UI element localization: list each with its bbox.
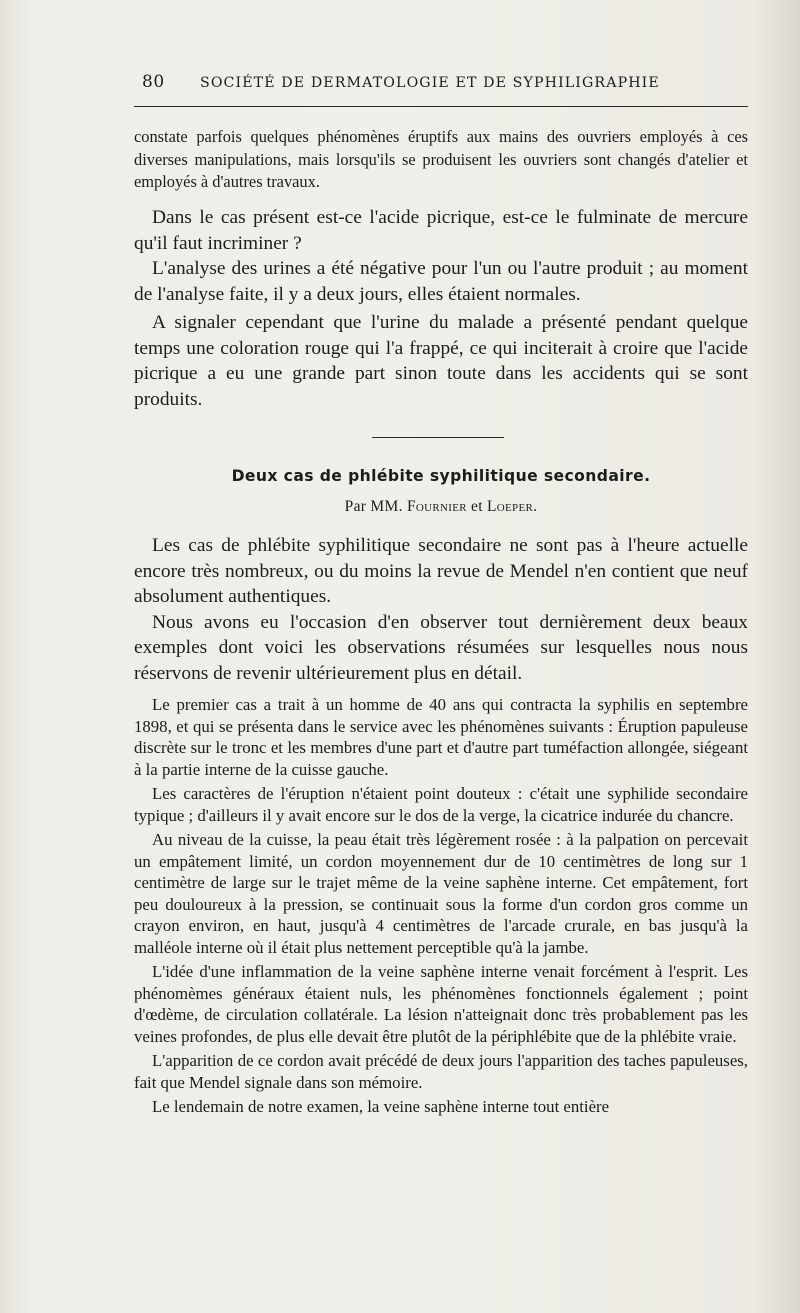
paragraph: L'apparition de ce cordon avait précédé de deux jours l'apparition des taches papuleuses, fait que Mendel signale dans son mémoire. bbox=[134, 1051, 748, 1092]
paragraph: Le premier cas a trait à un homme de 40 ans qui contracta la syphilis en septembre 1898, et qui se présenta dans le service avec les phénomènes suivants : Éruption papuleuse discrète sur le tronc et les membres d'une part et d'autre part tuméfaction allongée, siégeant à la partie interne de la cuisse gauche. bbox=[134, 695, 748, 779]
section-divider bbox=[372, 437, 504, 438]
authors-prefix: Par MM. bbox=[344, 498, 403, 515]
author-name: Fournier bbox=[406, 498, 467, 515]
paragraph: L'idée d'une inflammation de la veine saphène interne venait forcément à l'esprit. Les phénomèmes généraux étaient nuls, les phénomènes fonctionnels également ; point d'œdème, de circulation collatérale. La lésion n'atteignait donc très probablement pas les veines profondes, de plus elle devait être plutôt de la périphlébite que de la phlébite vraie. bbox=[134, 962, 748, 1046]
section-title: Deux cas de phlébite syphilitique secondaire. bbox=[231, 467, 651, 485]
author-name: Loeper. bbox=[487, 498, 538, 515]
author-line bbox=[134, 498, 748, 516]
paragraph: Les cas de phlébite syphilitique secondaire ne sont pas à l'heure actuelle encore très nombreux, ou du moins la revue de Mendel n'en contient que neuf absolument authentiques. bbox=[134, 535, 748, 607]
page-header bbox=[134, 72, 748, 102]
paragraph: constate parfois quelques phénomènes éruptifs aux mains des ouvriers employés à ces diverses manipulations, mais lorsqu'ils se produisent les ouvriers sont changés d'atelier et employés à d'autres travaux. bbox=[134, 127, 748, 191]
paragraph: Dans le cas présent est-ce l'acide picrique, est-ce le fulminate de mercure qu'il faut incriminer ? bbox=[134, 207, 748, 254]
paragraph: L'analyse des urines a été négative pour l'un ou l'autre produit ; au moment de l'analyse faite, il y a deux jours, elles étaient normales. bbox=[134, 258, 748, 305]
paragraph: Le lendemain de notre examen, la veine saphène interne tout entière bbox=[152, 1097, 610, 1116]
introduction-text bbox=[134, 533, 748, 686]
observation-text bbox=[134, 694, 748, 1121]
paragraph: Les caractères de l'éruption n'étaient point douteux : c'était une syphilide secondaire typique ; d'ailleurs il y avait encore sur le dos de la verge, la cicatrice indurée du chancre. bbox=[134, 784, 748, 825]
header-rule bbox=[134, 106, 748, 107]
running-title: SOCIÉTÉ DE DERMATOLOGIE ET DE SYPHILIGRAPHIE bbox=[200, 75, 660, 91]
continuation-text bbox=[134, 126, 748, 194]
paragraph: A signaler cependant que l'urine du malade a présenté pendant quelque temps une coloration rouge qui l'a frappé, ce qui inciterait à croire que l'acide picrique a eu une grande part sinon toute dans les accidents qui se sont produits. bbox=[134, 312, 748, 410]
discussion-text bbox=[134, 205, 748, 417]
paragraph: Au niveau de la cuisse, la peau était très légèrement rosée : à la palpation on percevait un empâtement limité, un cordon moyennement dur de 10 centimètres de long sur 1 centimètre de large sur le trajet même de la veine saphène interne. Cet empâtement, fort peu douloureux à la pression, se continuait sous la forme d'un cordon gros comme un crayon environ, en haut, jusqu'à 4 centimètres de l'arcade crurale, en bas jusqu'à la malléole interne où il était plus nettement perceptible qu'à la jambe. bbox=[134, 830, 748, 957]
authors-join: et bbox=[471, 498, 483, 515]
paragraph: Nous avons eu l'occasion d'en observer tout dernièrement deux beaux exemples dont voici les observations résumées sur lesquelles nous nous réservons de revenir ultérieurement plus en détail. bbox=[134, 611, 748, 684]
page-number: 80 bbox=[142, 72, 165, 92]
